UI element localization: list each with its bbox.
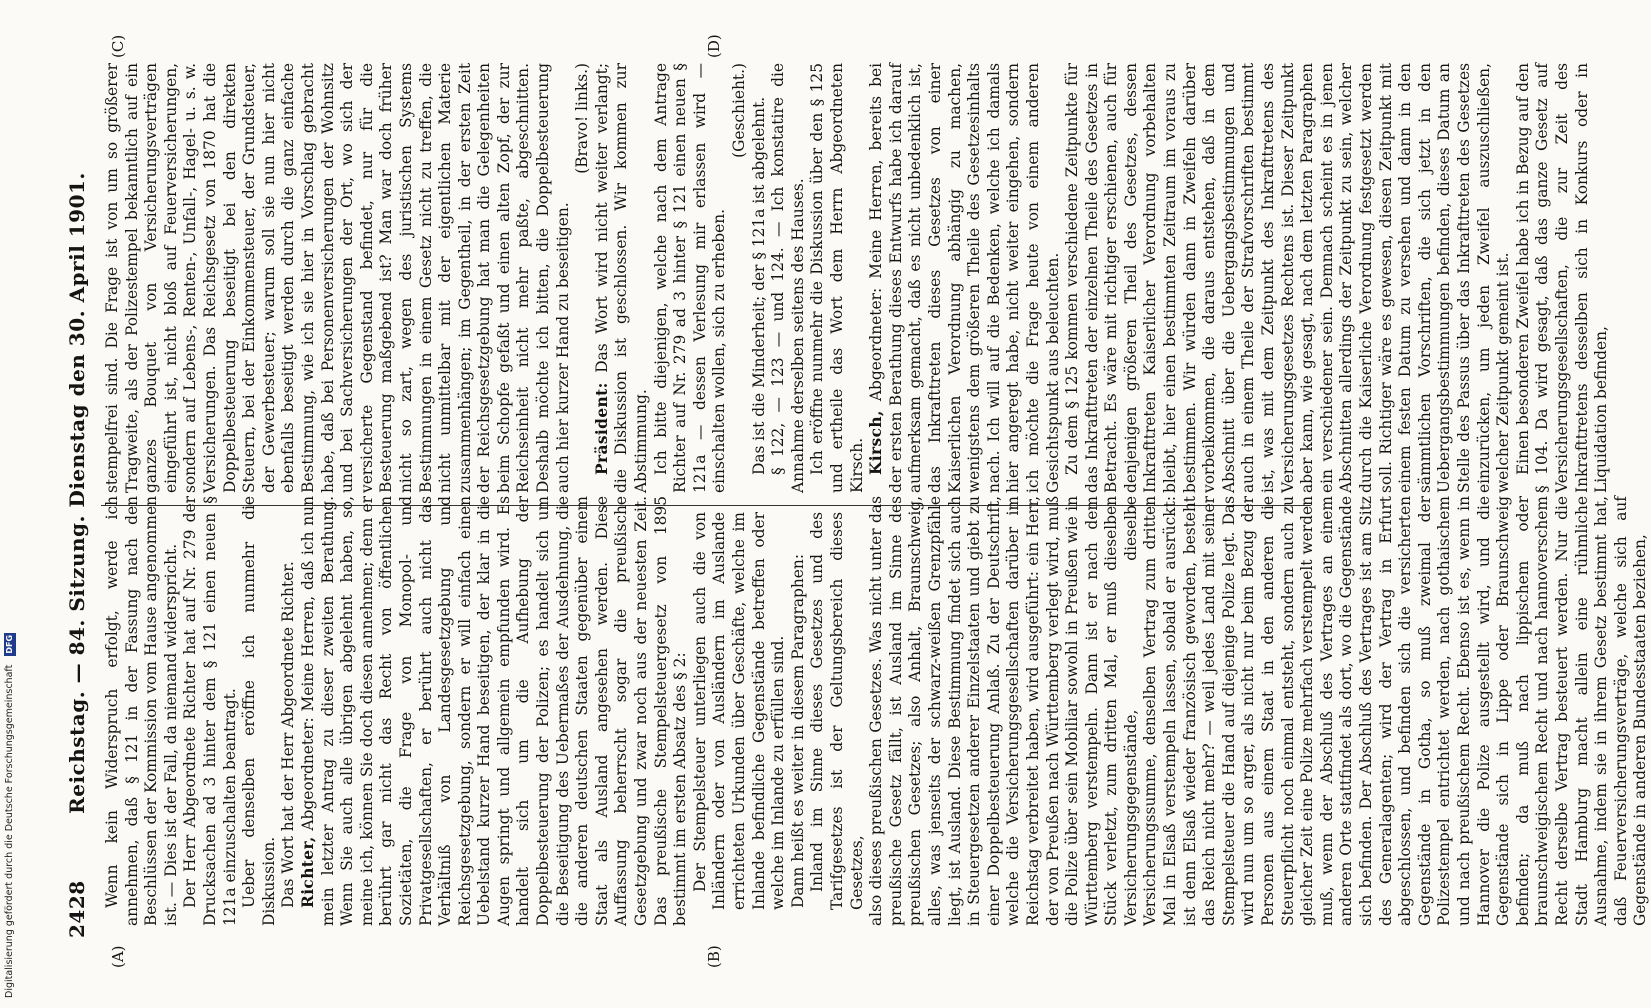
procedure-note: (Geschieht.): [730, 63, 748, 158]
paragraph: Ich eröffne nunmehr die Diskussion über den § 125 und ertheile das Wort dem Herrn Abgeordneten Kirsch.: [808, 63, 866, 493]
paragraph: Ueber denselben eröffne ich nunmehr die Diskussion.: [240, 496, 278, 926]
credit-text: Digitalisierung gefördert durch die Deutsche Forschungsgemeinschaft: [4, 664, 15, 998]
paragraph: Ich bitte diejenigen, welche nach dem Antrage Richter auf Nr. 279 ad 3 hinter § 121 einen neuen § 121a — dessen Verlesung mir erlassen wird — einschalten wollen, sich zu erheben.: [651, 63, 729, 493]
speaker-name: Kirsch,: [867, 410, 886, 475]
applause-note: (Bravo! links.): [573, 63, 592, 174]
page-number: 2428: [65, 880, 89, 938]
speaker-name: Richter,: [298, 836, 317, 908]
speech-paragraph: [593, 63, 652, 493]
right-column: [103, 63, 1611, 493]
left-column: [103, 496, 1650, 926]
paragraph: Wenn kein Widerspruch erfolgt, werde ich annehmen, daß § 121 in der Fassung nach den Beschlüssen der Kommission vom Hause angenommen ist. — Dies ist der Fall, da niemand widerspricht.: [103, 496, 180, 926]
margin-mark-d: (D): [705, 34, 723, 58]
quotation: Der Stempelsteuer unterliegen auch die von Inländern oder von Ausländern im Auslande errichteten Urkunden über Geschäfte, welche im Inlande befindliche Gegenstände betreffen oder welche im Inlande zu erfüllen sind.: [690, 512, 788, 910]
paragraph: also dieses preußischen Gesetzes. Was nicht unter das preußische Gesetz fällt, ist Ausland im Sinne des preußischen Gesetzes; also Anhalt, Braunschweig, alles, was jenseits der schwarz-weißen Grenzpfähle liegt, ist Ausland. Diese Bestimmung findet sich auch in Steuergesetzen anderer Einzelstaaten und giebt zu einer Doppelbesteuerung Anlaß. Zu der Deutschrift, welche die Versicherungsgesellschaften darüber im Reichstag verbreitet haben, wird ausgeführt: ein Herr, der von Preußen nach Württemberg verlegt wird, muß die Polize über sein Mobiliar sowohl in Preußen wie in Württemberg verstempeln. Dann ist er nach dem Stück verletzt, zum dritten Mal, er muß dieselben Versicherungsgegenstände, dieselbe Versicherungssumme, denselben Vertrag zum dritten Mal in Elsaß verstempeln lassen, sobald er ausrückt: ist denn Elsaß wieder französisch geworden, besteht das Reich nicht mehr? — weil jedes Land mit seiner Stempelsteuer die Hand auf diejenige Polize legt. Das wird nun um so arger, als nicht nur beim Bezug der Personen aus einem Staat in den anderen die Steuerpflicht noch einmal entsteht, sondern auch zu gleicher Zeit eine Polize mehrfach verstempelt werden muß, wenn der Abschluß des Vertrages an einem anderen Orte stattfindet als dort, wo die Gegenstände sich befinden. Der Abschluß des Vertrages ist am Sitz des Generalagenten; wird der Vertrag in Erfurt abgeschlossen, und befinden sich die versicherten Gegenstände in Gotha, so muß zweimal der Polizestempel entrichtet werden, nach gothaischem und nach preußischem Recht. Ebenso ist es, wenn in Hannover die Polize ausgestellt wird, und die Gegenstände sich in Lippe oder Braunschweig befinden; da muß nach lippischem oder braunschweigischem Recht und nach hannoverschem Recht derselbe Vertrag besteuert werden. Nur die Stadt Hamburg macht allein eine rühmliche Ausnahme, indem sie in ihrem Gesetz bestimmt hat, daß Feuerversicherungsverträge, welche sich auf Gegenstände in anderen Bundesstaaten beziehen,: [867, 496, 1650, 926]
page-header: [65, 48, 93, 938]
dfg-logo-icon: DFG: [5, 634, 14, 654]
speech-paragraph: [299, 496, 691, 926]
paragraph: Dann heißt es weiter in diesem Paragraphen:: [788, 553, 807, 908]
paragraph: Das Wort hat der Herr Abgeordnete Richter.: [279, 561, 298, 908]
scanned-page: [65, 8, 1650, 1008]
paragraph: § 122, — 123 — und 124. — Ich konstatire die Annahme derselben seitens des Hauses.: [769, 63, 807, 493]
paragraph: Das ist die Minderheit; der § 121a ist abgelehnt.: [749, 96, 768, 475]
paragraph: Zu dem § 125 kommen verschiedene Zeitpunkte für das Inkrafttreten der einzelnen Theile des Gesetzes in Betracht. Es wäre mit richtiger erschienen, auch für denjenigen größeren Theil des Gesetzes, dessen Inkrafttreten Kaiserlicher Verordnung vorbehalten bleibt, hier einen bestimmten Zeitraum im voraus zu bestimmen. Wir würden dann in Zweifeln darüber vorbeikommen, die daraus entstehen, daß in dem Abschnitt über die Uebergangsbestimmungen und auch in einem Theile der Strafvorschriften bestimmt ist, was mit dem Zeitpunkt des Inkrafttretens des Versicherungsgesetzes Rechtens ist. Dieser Zeitpunkt aber kann, wie gesagt, nach dem letzten Paragraphen ein verschiedener sein. Demnach scheint es in jenen Abschnitten allerdings der Zeitpunkt zu sein, welcher durch die Kaiserliche Verordnung festgesetzt werden soll. Richtiger wäre es gewesen, diesen Zeitpunkt mit einem festen Datum zu versehen und dann in den sämmtlichen Vorschriften, die sich jetzt in den Uebergangsbestimmungen befinden, dieses Datum an Stelle des Passus über das Inkrafttreten des Gesetzes einzurücken, um jeden Zweifel auszuschließen, welcher Zeitpunkt gemeint ist.: [1063, 63, 1513, 493]
margin-mark-b: (B): [705, 945, 723, 968]
margin-mark-a: (A): [109, 945, 127, 968]
speech-text: Abgeordneter: Meine Herren, bereits bei der ersten Berathung dieses Entwurfs habe ich darauf aufmerksam gemacht, daß es nicht unbedenklich ist, das Inkrafttreten dieses Gesetzes von einer Kaiserlichen Verordnung abhängig zu machen, wenigstens dem größeren Theile des Gesetzesinhalts nach. Ich will auf die Bedenken, welche ich damals hier angeregt habe, nicht weiter eingehen, sondern ich möchte die Frage heute von einem anderen Gesichtspunkt aus beleuchten.: [867, 63, 1062, 493]
page-title: Reichstag. — 84. Sitzung. Dienstag den 30. April 1901.: [65, 172, 89, 814]
speaker-name: Präsident:: [592, 382, 611, 475]
paragraph: stempelfrei sind. Die Frage ist von um so größerer Tragweite, als der Polizestempel bekanntlich auf ein ganzes Bouquet von Versicherungsverträgen eingeführt ist, nicht bloß auf Feuerversicherungen, sondern auf Lebens-, Renten-, Unfall-, Hagel- u. s. w. Versicherungen. Das Reichsgesetz von 1870 hat die Doppelbesteuerung beseitigt bei den direkten Steuern, bei der Einkommensteuer, der Grundsteuer, der Gewerbesteuer; warum soll sie nun hier nicht ebenfalls beseitigt werden durch die ganz einfache Bestimmung, wie ich sie hier in Vorschlag gebracht habe, daß bei Personenversicherungen der Wohnsitz und bei Sachversicherungen der Ort, wo sich der versicherte Gegenstand befindet, nur für die Besteuerung maßgebend ist? Man war doch früher nicht so zart, wegen des juristischen Systems Bestimmungen in einem Gesetz nicht zu treffen, die nicht unmittelbar mit der eigentlichen Materie zusammenhängen; im Gegentheil, in der ersten Zeit der Reichsgesetzgebung hat man die Gelegenheiten beim Schopfe gefaßt und einen alten Zopf, der zur Reichseinheit nicht mehr paßte, abgeschnitten. Deshalb möchte ich bitten, die Doppelbesteuerung auch hier kurzer Hand zu beseitigen.: [103, 63, 572, 493]
paragraph: Der Herr Abgeordnete Richter hat auf Nr. 279 der Drucksachen ad 3 hinter dem § 121 einen neuen § 121a einzuschalten beantragt.: [181, 496, 239, 926]
quotation: Inland im Sinne dieses Gesetzes und des Tarifgesetzes ist der Geltungsbereich dieses Gesetzes,: [808, 512, 866, 910]
paragraph: Einen besonderen Zweifel habe ich in Bezug auf den § 104. Da wird gesagt, daß das ganze Gesetz auf Versicherungsgesellschaften, die zur Zeit des Inkrafttretens desselben sich in Konkurs oder in Liquidation befinden,: [1513, 63, 1611, 493]
margin-mark-c: (C): [109, 34, 127, 58]
speech-text: Abgeordneter: Meine Herren, daß ich nun mein letzter Antrag zu dieser zweiten Berathung. Wenn Sie auch alle übrigen abgelehnt haben, so, meine ich, können Sie doch diesen annehmen; denn er berührt gar nicht das Recht von öffentlichen Sozietäten, die Frage von Monopol- und Privatgesellschaften, er berührt auch nicht das Verhältniß von Landesgesetzgebung und Reichsgesetzgebung, sondern er will einfach einen Uebelstand kurzer Hand beseitigen, der klar in die Augen springt und allgemein empfunden wird. Es handelt sich um die Aufhebung der Doppelbesteuerung der Polizen; es handelt sich um die Beseitigung des Uebermaßes der Ausdehnung, die die anderen deutschen Staaten gegenüber einem Staat als Ausland angesehen werden. Diese Auffassung beherrscht sogar die preußische Gesetzgebung und zwar noch aus der neuesten Zeit. Das preußische Stempelsteuergesetz von 1895 bestimmt im ersten Absatz des § 2:: [298, 496, 690, 926]
speech-text: Das Wort wird nicht weiter verlangt; die Diskussion ist geschlossen. Wir kommen zur Abstimmung.: [592, 63, 651, 493]
speech-paragraph: [867, 63, 1063, 493]
